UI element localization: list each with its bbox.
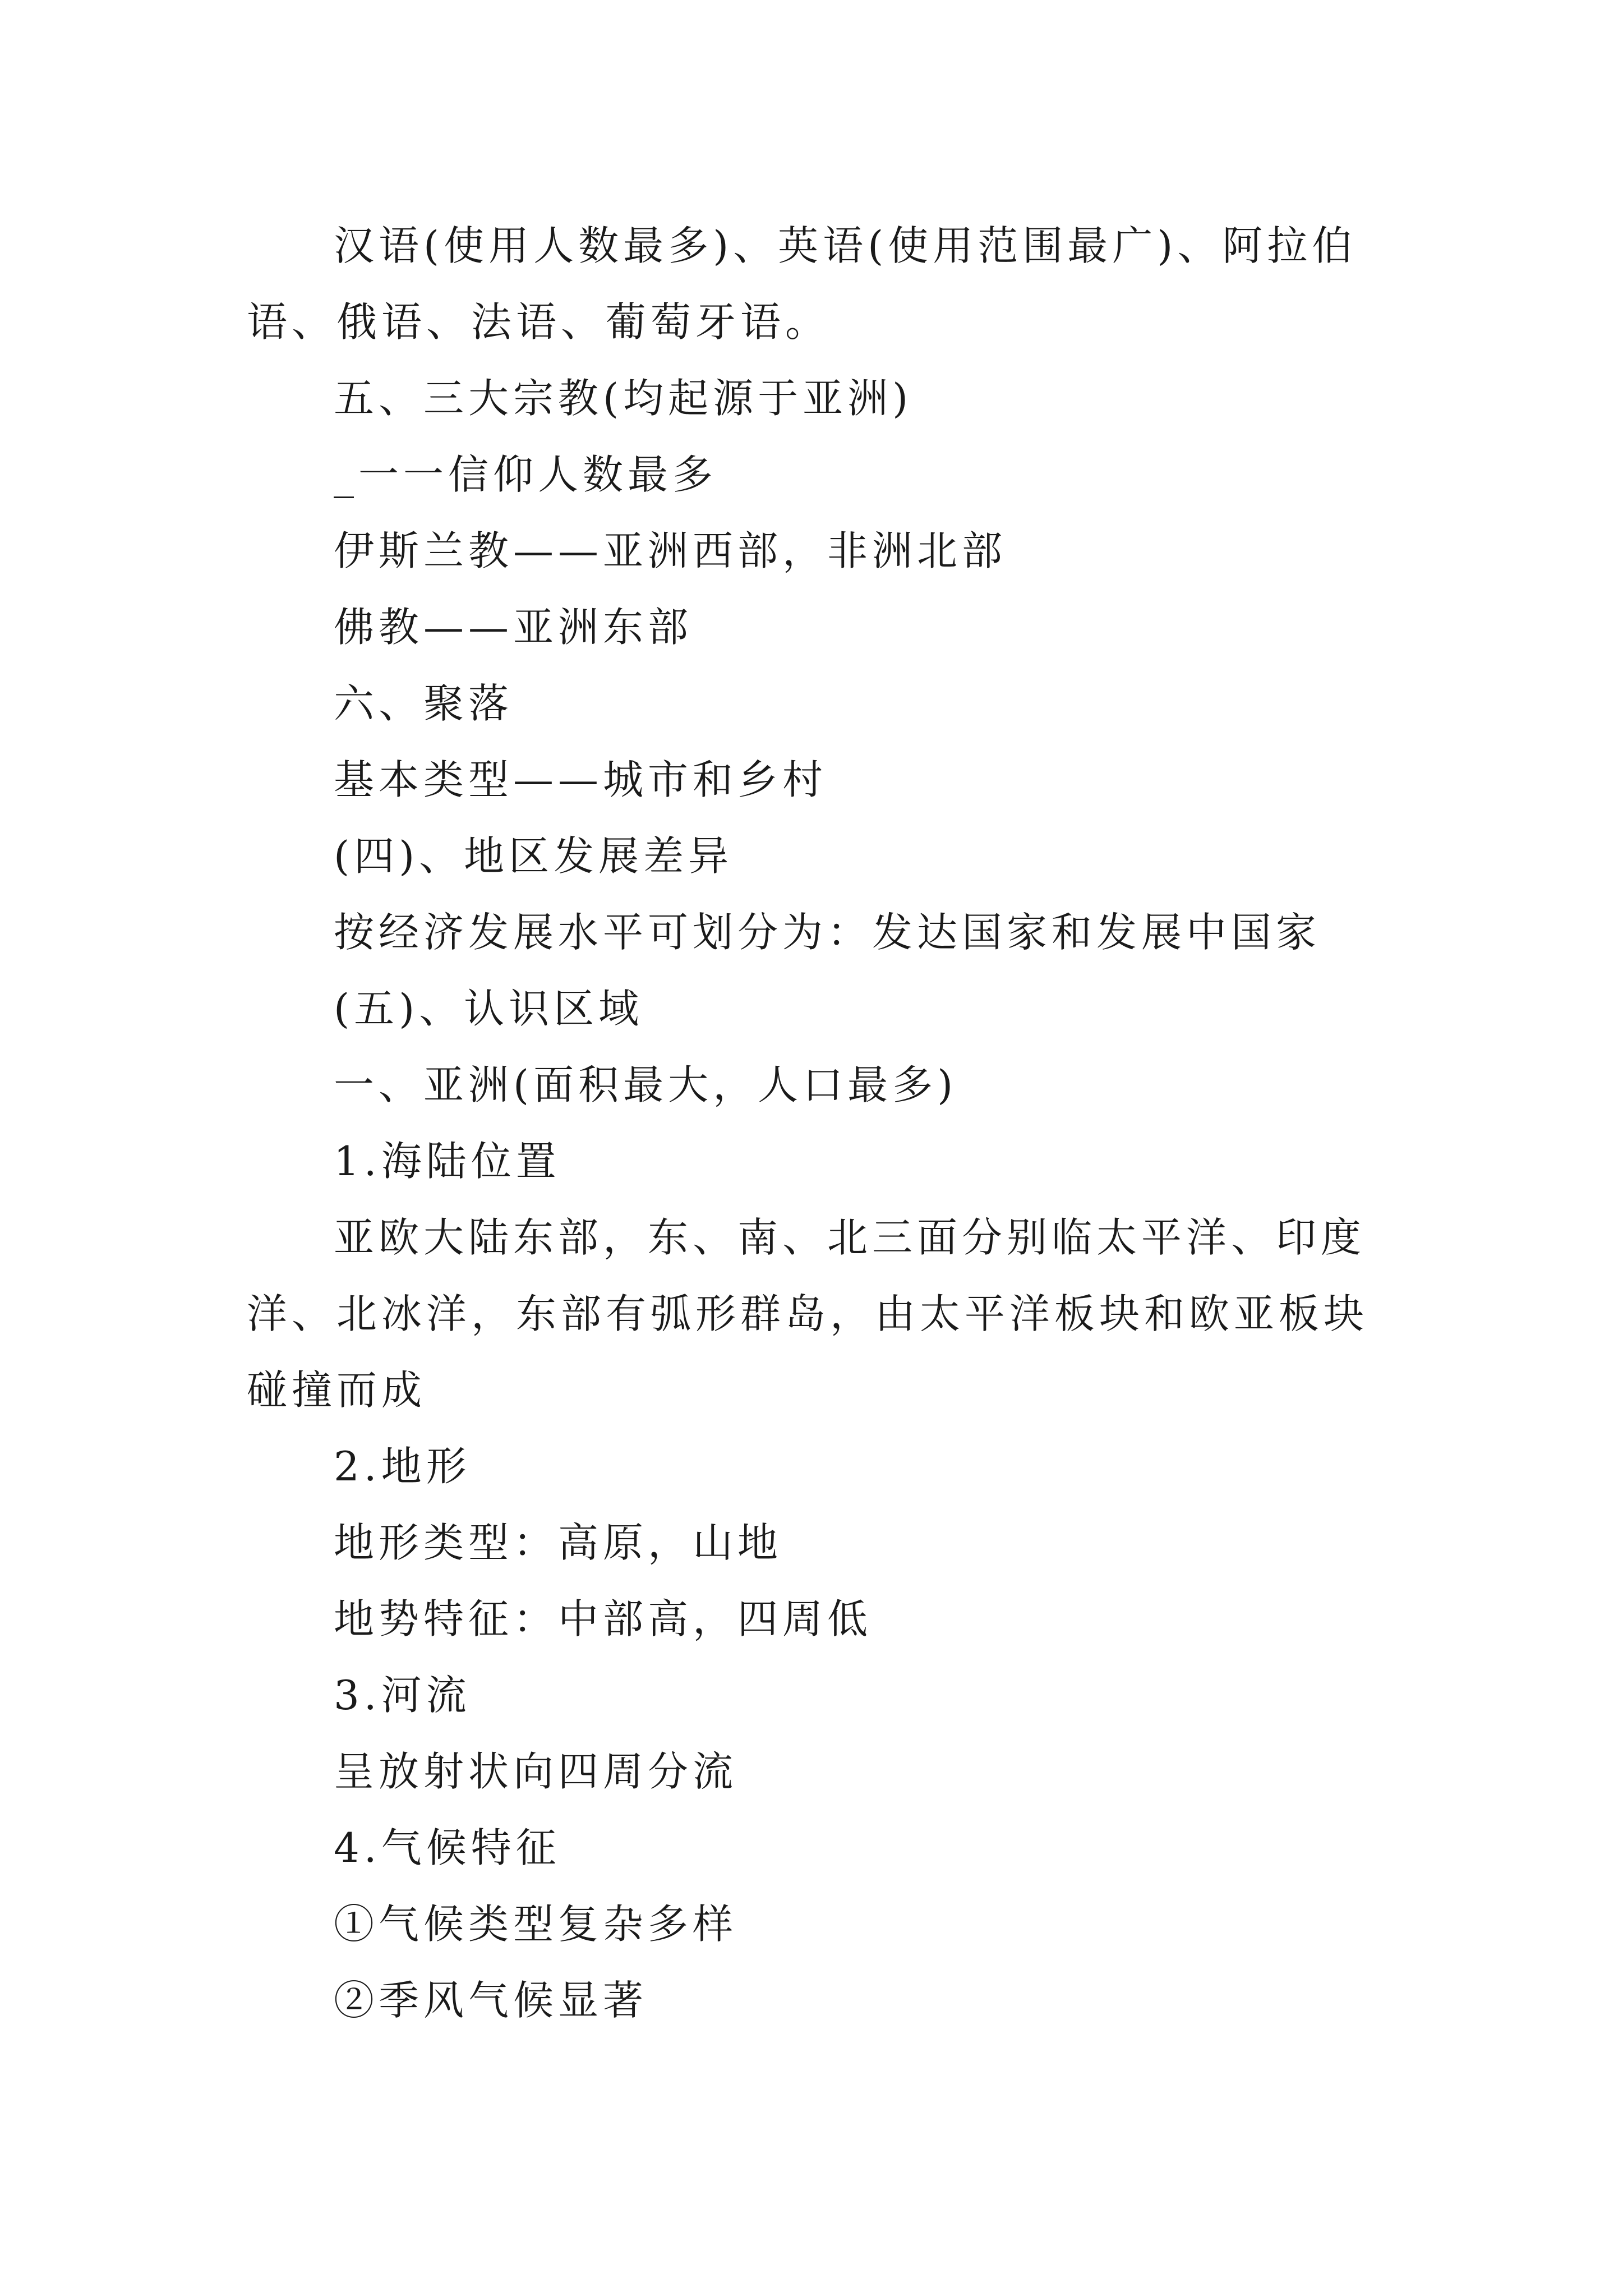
item-climate-monsoon: ②季风气候显著: [334, 1977, 648, 2024]
item-river-pattern: 呈放射状向四周分流: [334, 1748, 738, 1795]
heading-know-regions: (五)、认识区域: [334, 985, 644, 1032]
item-settlement-types: 基本类型——城市和乡村: [334, 756, 828, 803]
heading-asia: 一、亚洲(面积最大，人口最多): [334, 1061, 958, 1108]
document-body: [247, 208, 1391, 2039]
heading-three-religions: 五、三大宗教(均起源于亚洲): [334, 375, 913, 422]
item-terrain-features: 地势特征：中部高，四周低: [334, 1595, 873, 1642]
item-terrain-types: 地形类型：高原，山地: [334, 1519, 783, 1566]
paragraph-languages: 汉语(使用人数最多)、英语(使用范围最广)、阿拉伯语、俄语、法语、葡萄牙语。: [247, 222, 1357, 346]
subheading-climate: 4.气候特征: [334, 1824, 561, 1871]
item-climate-diverse: ①气候类型复杂多样: [334, 1901, 738, 1948]
heading-regional-development: (四)、地区发展差异: [334, 832, 734, 880]
item-buddhism: 佛教——亚洲东部: [334, 604, 693, 651]
subheading-terrain: 2.地形: [334, 1443, 471, 1490]
item-islam: 伊斯兰教——亚洲西部，非洲北部: [334, 527, 1007, 574]
subheading-rivers: 3.河流: [334, 1672, 471, 1719]
item-christianity: _一一信仰人数最多: [334, 451, 718, 498]
subheading-location: 1.海陆位置: [334, 1138, 561, 1185]
item-development-classification: 按经济发展水平可划分为：发达国家和发展中国家: [334, 909, 1321, 956]
heading-settlements: 六、聚落: [334, 680, 514, 727]
paragraph-asia-location: 亚欧大陆东部，东、南、北三面分别临太平洋、印度洋、北冰洋，东部有弧形群岛，由太平洋板块和欧亚板块碰撞而成: [247, 1214, 1369, 1414]
